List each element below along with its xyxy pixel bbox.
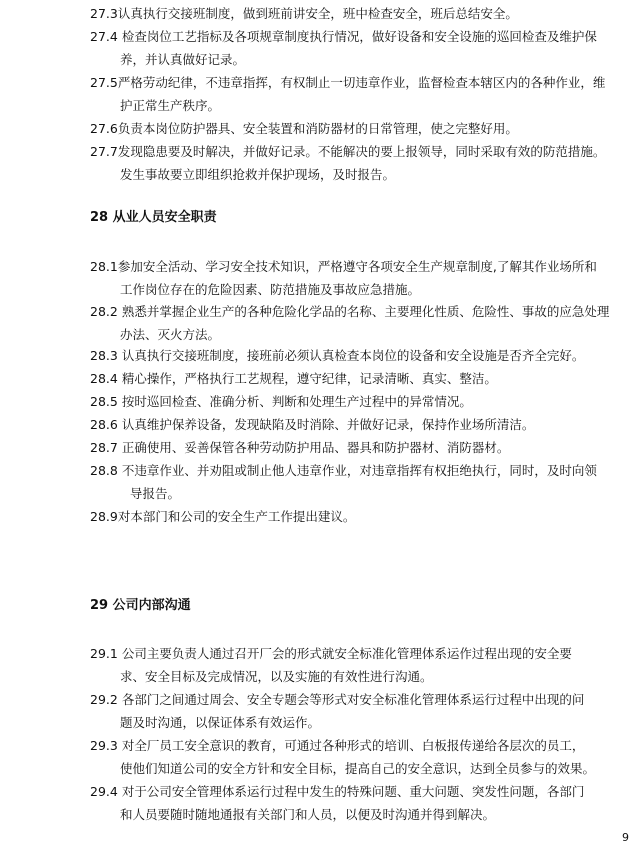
- section-heading-29: 29 公司内部沟通: [90, 598, 191, 613]
- clause-text: 认真执行交接班制度，做到班前讲安全，班中检查安全，班后总结安全。: [117, 6, 518, 21]
- clause-text: 各部门之间通过周会、安全专题会等形式对安全标准化管理体系运行过程中出现的问: [117, 692, 585, 707]
- clause-text: 对本部门和公司的安全生产工作提出建议。: [117, 509, 356, 524]
- clause-29-2: [90, 688, 630, 734]
- clause-number: 27.5: [90, 75, 118, 90]
- section-heading-28: 28 从业人员安全职责: [90, 210, 217, 225]
- clause-29-4: [90, 780, 630, 826]
- clause-number: 29.4: [90, 784, 118, 799]
- clause-number: 28.8: [90, 463, 118, 478]
- clause-28-1: [90, 255, 630, 301]
- clause-number: 28.9: [90, 509, 118, 524]
- clause-29-1: [90, 642, 630, 688]
- clause-29-3: [90, 734, 630, 780]
- clause-text: 认真执行交接班制度，接班前必须认真检查本岗位的设备和安全设施是否齐全完好。: [117, 348, 585, 363]
- clause-text-continued: 办法、灭火方法。: [120, 327, 221, 342]
- clause-text-continued: 养，并认真做好记录。: [120, 52, 246, 67]
- clause-28-9: [90, 505, 630, 528]
- clause-number: 28.5: [90, 394, 118, 409]
- clause-text: 按时巡回检查、准确分析、判断和处理生产过程中的异常情况。: [117, 394, 472, 409]
- clause-text: 对全厂员工安全意识的教育，可通过各种形式的培训、白板报传递给各层次的员工，: [117, 738, 585, 753]
- clause-27-4: [90, 25, 630, 71]
- clause-28-8: [90, 459, 630, 505]
- clause-text-continued: 题及时沟通，以保证体系有效运作。: [120, 715, 321, 730]
- clause-text: 正确使用、妥善保管各种劳动防护用品、器具和防护器材、消防器材。: [117, 440, 510, 455]
- clause-number: 27.4: [90, 29, 118, 44]
- clause-number: 29.1: [90, 646, 118, 661]
- clause-number: 28.4: [90, 371, 118, 386]
- clause-number: 28.6: [90, 417, 118, 432]
- clause-number: 27.6: [90, 121, 118, 136]
- clause-number: 28.7: [90, 440, 118, 455]
- clause-number: 27.7: [90, 144, 118, 159]
- clause-text-continued: 工作岗位存在的危险因素、防范措施及事故应急措施。: [120, 282, 421, 297]
- clause-text-continued: 导报告。: [130, 486, 181, 501]
- page-number: 9: [622, 831, 629, 844]
- clause-text: 熟悉并掌握企业生产的各种危险化学品的名称、主要理化性质、危险性、事故的应急处理: [117, 304, 610, 319]
- clause-number: 28.2: [90, 304, 118, 319]
- clause-27-5: [90, 71, 630, 117]
- clause-text: 公司主要负责人通过召开厂会的形式就安全标准化管理体系运作过程出现的安全要: [117, 646, 572, 661]
- clause-number: 28.1: [90, 259, 118, 274]
- clause-text: 对于公司安全管理体系运行过程中发生的特殊问题、重大问题、突发性问题，各部门: [117, 784, 585, 799]
- clause-text: 精心操作，严格执行工艺规程，遵守纪律，记录清晰、真实、整洁。: [117, 371, 497, 386]
- clause-text: 严格劳动纪律，不违章指挥，有权制止一切违章作业，监督检查本辖区内的各种作业，维: [117, 75, 606, 90]
- clause-text-continued: 使他们知道公司的安全方针和安全目标，提高自己的安全意识，达到全员参与的效果。: [120, 761, 596, 776]
- clause-text-continued: 护正常生产秩序。: [120, 98, 221, 113]
- clause-text: 认真维护保养设备，发现缺陷及时消除、并做好记录，保持作业场所清洁。: [117, 417, 535, 432]
- clause-28-7: [90, 436, 630, 459]
- clause-text: 检查岗位工艺指标及各项规章制度执行情况，做好设备和安全设施的巡回检查及维护保: [117, 29, 597, 44]
- clause-27-6: [90, 117, 630, 140]
- clause-number: 29.3: [90, 738, 118, 753]
- clause-28-3: [90, 344, 630, 367]
- clause-28-5: [90, 390, 630, 413]
- clause-27-7: [90, 140, 630, 186]
- clause-number: 28.3: [90, 348, 118, 363]
- clause-28-2: [90, 300, 630, 346]
- clause-27-3: [90, 2, 630, 25]
- clause-text-continued: 和人员要随时随地通报有关部门和人员，以便及时沟通并得到解决。: [120, 807, 496, 822]
- clause-number: 27.3: [90, 6, 118, 21]
- clause-text: 发现隐患要及时解决，并做好记录。不能解决的要上报领导，同时采取有效的防范措施。: [117, 144, 606, 159]
- clause-text-continued: 发生事故要立即组织抢救并保护现场，及时报告。: [120, 167, 396, 182]
- clause-text: 不违章作业、并劝阻或制止他人违章作业，对违章指挥有权拒绝执行，同时，及时向领: [117, 463, 597, 478]
- clause-text-continued: 求、安全目标及完成情况，以及实施的有效性进行沟通。: [120, 669, 433, 684]
- clause-number: 29.2: [90, 692, 118, 707]
- clause-text: 参加安全活动、学习安全技术知识，严格遵守各项安全生产规章制度,了解其作业场所和: [117, 259, 597, 274]
- clause-28-6: [90, 413, 630, 436]
- clause-text: 负责本岗位防护器具、安全装置和消防器材的日常管理，使之完整好用。: [117, 121, 518, 136]
- clause-28-4: [90, 367, 630, 390]
